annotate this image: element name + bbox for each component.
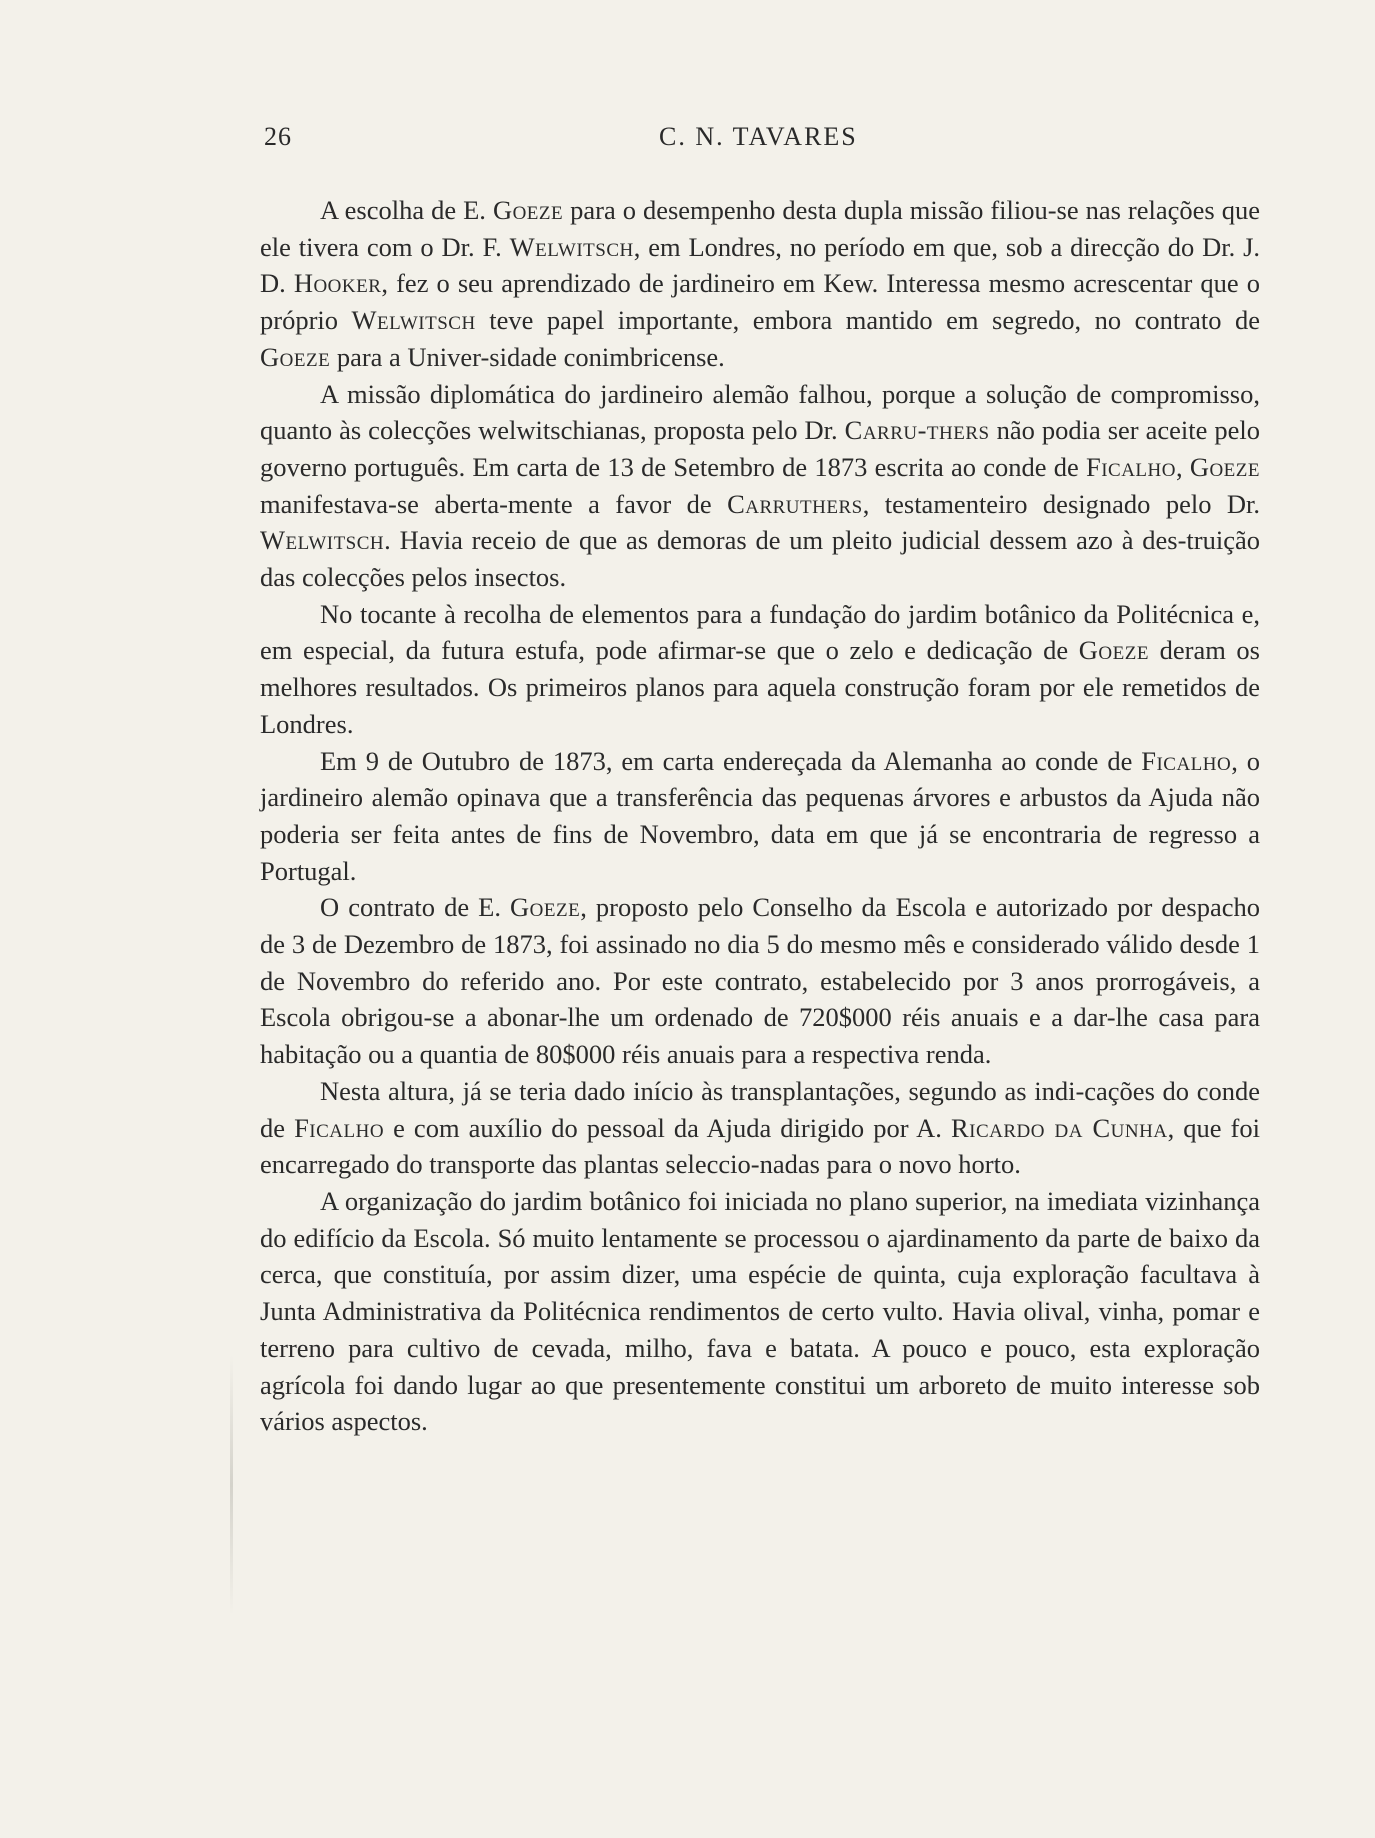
text-run: , proposto pelo Conselho da Escola e autorizado por despacho de 3 de Dezembro de 1873, foi assinado no dia 5 do mesmo mês e considerado válido desde 1 de Novembro do referido ano. Por este contrato, estabelecido por 3 anos prorrogáveis, a Escola obrigou-se a abonar-lhe um ordenado de 720$000 réis anuais e a dar-lhe casa para habitação ou a quantia de 80$000 réis anuais para a respectiva renda.: [260, 892, 1260, 1070]
text-run: , em Londres, no período em que, sob a direcção do Dr. J. D.: [260, 231, 1261, 299]
small-caps-name: Ficalho: [1085, 451, 1176, 482]
paragraph: [260, 743, 1260, 890]
text-run: , que foi encarregado do transporte das plantas seleccio-nadas para o novo horto.: [260, 1112, 1260, 1180]
text-run: Em 9 de Outubro de 1873, em carta endereçada da Alemanha ao conde de: [320, 745, 1142, 776]
small-caps-name: Ficalho: [294, 1112, 385, 1143]
paragraph: [260, 596, 1260, 743]
text-run: para a Univer-sidade conimbricense.: [330, 341, 725, 372]
paragraph: [260, 1183, 1260, 1440]
text-run: e com auxílio do pessoal da Ajuda dirigido por A.: [384, 1112, 951, 1143]
text-run: não podia ser aceite pelo governo português. Em carta de 13 de Setembro de 1873 escrita ao conde de: [260, 415, 1260, 482]
running-head: C. N. TAVARES: [659, 122, 858, 151]
small-caps-name: Goeze: [1078, 635, 1149, 666]
small-caps-name: Goeze: [492, 195, 564, 225]
page-header: [264, 122, 1264, 158]
small-caps-name: Carruthers: [727, 488, 863, 519]
paragraph: [260, 889, 1260, 1073]
small-caps-name: Welwitsch: [351, 305, 476, 336]
body-text: [260, 192, 1260, 1440]
text-run: ,: [1175, 451, 1190, 482]
text-run: , fez o seu aprendizado de jardineiro em Kew. Interessa mesmo acrescentar que o próprio: [260, 268, 1260, 336]
paragraph: [260, 192, 1260, 376]
text-run: para o desempenho desta dupla missão filiou-se nas relações que ele tivera com o Dr. F.: [260, 195, 1260, 262]
text-run: No tocante à recolha de elementos para a fundação do jardim botânico da Politécnica e, em especial, da futura estufa, pode afirmar-se que o zelo e dedicação de: [260, 598, 1260, 666]
text-run: teve papel importante, embora mantido em segredo, no contrato de: [475, 305, 1260, 336]
small-caps-name: Goeze: [510, 892, 581, 923]
page-number: 26: [264, 122, 292, 151]
text-run: Nesta altura, já se teria dado início às transplantações, segundo as indi-cações do conde de: [260, 1075, 1260, 1143]
text-run: O contrato de E.: [320, 892, 511, 923]
small-caps-name: Goeze: [260, 341, 331, 372]
text-run: A organização do jardim botânico foi iniciada no plano superior, na imediata vizinhança do edifício da Escola. Só muito lentamente se processou o ajardinamento da parte de baixo da cerca, que constituía, por assim dizer, uma espécie de quinta, cuja exploração facultava à Junta Administrativa da Politécnica rendimentos de certo vulto. Havia olival, vinha, pomar e terreno para cultivo de cevada, milho, fava e batata. A pouco e pouco, esta exploração agrícola foi dando lugar ao que presentemente constitui um arboreto de muito interesse sob vários aspectos.: [260, 1185, 1260, 1437]
small-caps-name: Welwitsch: [260, 525, 385, 556]
text-run: A missão diplomática do jardineiro alemão falhou, porque a solução de compromisso, quanto às colecções welwitschianas, proposta pelo Dr.: [260, 378, 1260, 446]
page-edge-shadow: [230, 1355, 233, 1615]
text-run: A escolha de E.: [320, 195, 493, 225]
small-caps-name: Welwitsch: [509, 231, 634, 262]
text-run: manifestava-se aberta-mente a favor de: [260, 488, 728, 519]
small-caps-name: Ricardo da Cunha: [950, 1112, 1168, 1143]
small-caps-name: Goeze: [1189, 451, 1261, 482]
paragraph: [260, 1073, 1260, 1183]
text-run: deram os melhores resultados. Os primeiros planos para aquela construção foram por ele remetidos de Londres.: [260, 635, 1261, 739]
text-run: , testamenteiro designado pelo Dr.: [862, 488, 1260, 519]
small-caps-name: Hooker: [293, 268, 382, 299]
small-caps-name: Ficalho: [1141, 745, 1232, 776]
paragraph: [260, 376, 1260, 596]
text-run: , o jardineiro alemão opinava que a transferência das pequenas árvores e arbustos da Ajuda não poderia ser feita antes de fins de Novembro, data em que já se encontraria de regresso a Portugal.: [260, 745, 1260, 886]
text-run: . Havia receio de que as demoras de um pleito judicial dessem azo à des-truição das colecções pelos insectos.: [260, 525, 1260, 593]
small-caps-name: Carru-thers: [844, 415, 990, 446]
